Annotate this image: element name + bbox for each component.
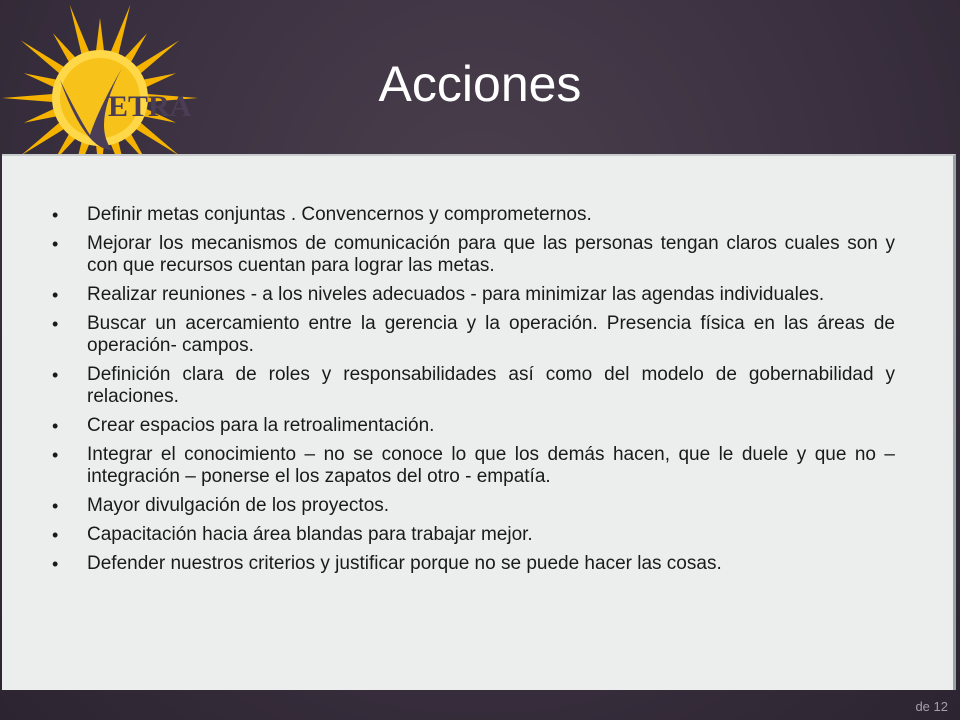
bullet-icon: • [52,496,59,516]
bullet-text: Crear espacios para la retroalimentación. [87,415,435,436]
bullet-text: Definir metas conjuntas . Convencernos y comprometernos. [87,204,592,225]
bullet-text: Definición clara de roles y responsabilidades así como del modelo de gobernabilidad y relaciones. [87,364,895,407]
bullet-icon: • [52,365,59,385]
bullet-icon: • [52,416,59,436]
list-item [52,233,895,277]
bullet-list [52,204,895,582]
logo-text: ETRA [108,90,192,123]
bullet-text: Defender nuestros criterios y justificar porque no se puede hacer las cosas. [87,553,722,574]
list-item [52,553,895,575]
list-item [52,495,895,517]
bullet-icon: • [52,525,59,545]
bullet-icon: • [52,234,59,254]
bullet-icon: • [52,314,59,334]
bullet-text: Mejorar los mecanismos de comunicación para que las personas tengan claros cuales son y con que recursos cuentan para lograr las metas. [87,233,895,276]
content-panel [2,154,956,690]
bullet-text: Buscar un acercamiento entre la gerencia y la operación. Presencia física en las áreas de operación- campos. [87,313,895,356]
page-number: de 12 [915,699,948,714]
list-item [52,204,895,226]
list-item [52,284,895,306]
bullet-icon: • [52,554,59,574]
list-item [52,313,895,357]
bullet-text: Integrar el conocimiento – no se conoce lo que los demás hacen, que le duele y que no – integración – ponerse el los zapatos del otro - empatía. [87,444,895,487]
slide-title: Acciones [378,56,582,112]
bullet-icon: • [52,285,59,305]
list-item [52,524,895,546]
bullet-icon: • [52,205,59,225]
list-item [52,415,895,437]
bullet-text: Mayor divulgación de los proyectos. [87,495,390,516]
bullet-text: Realizar reuniones - a los niveles adecuados - para minimizar las agendas individuales. [87,284,825,305]
list-item [52,444,895,488]
list-item [52,364,895,408]
bullet-text: Capacitación hacia área blandas para trabajar mejor. [87,524,533,545]
bullet-icon: • [52,445,59,465]
